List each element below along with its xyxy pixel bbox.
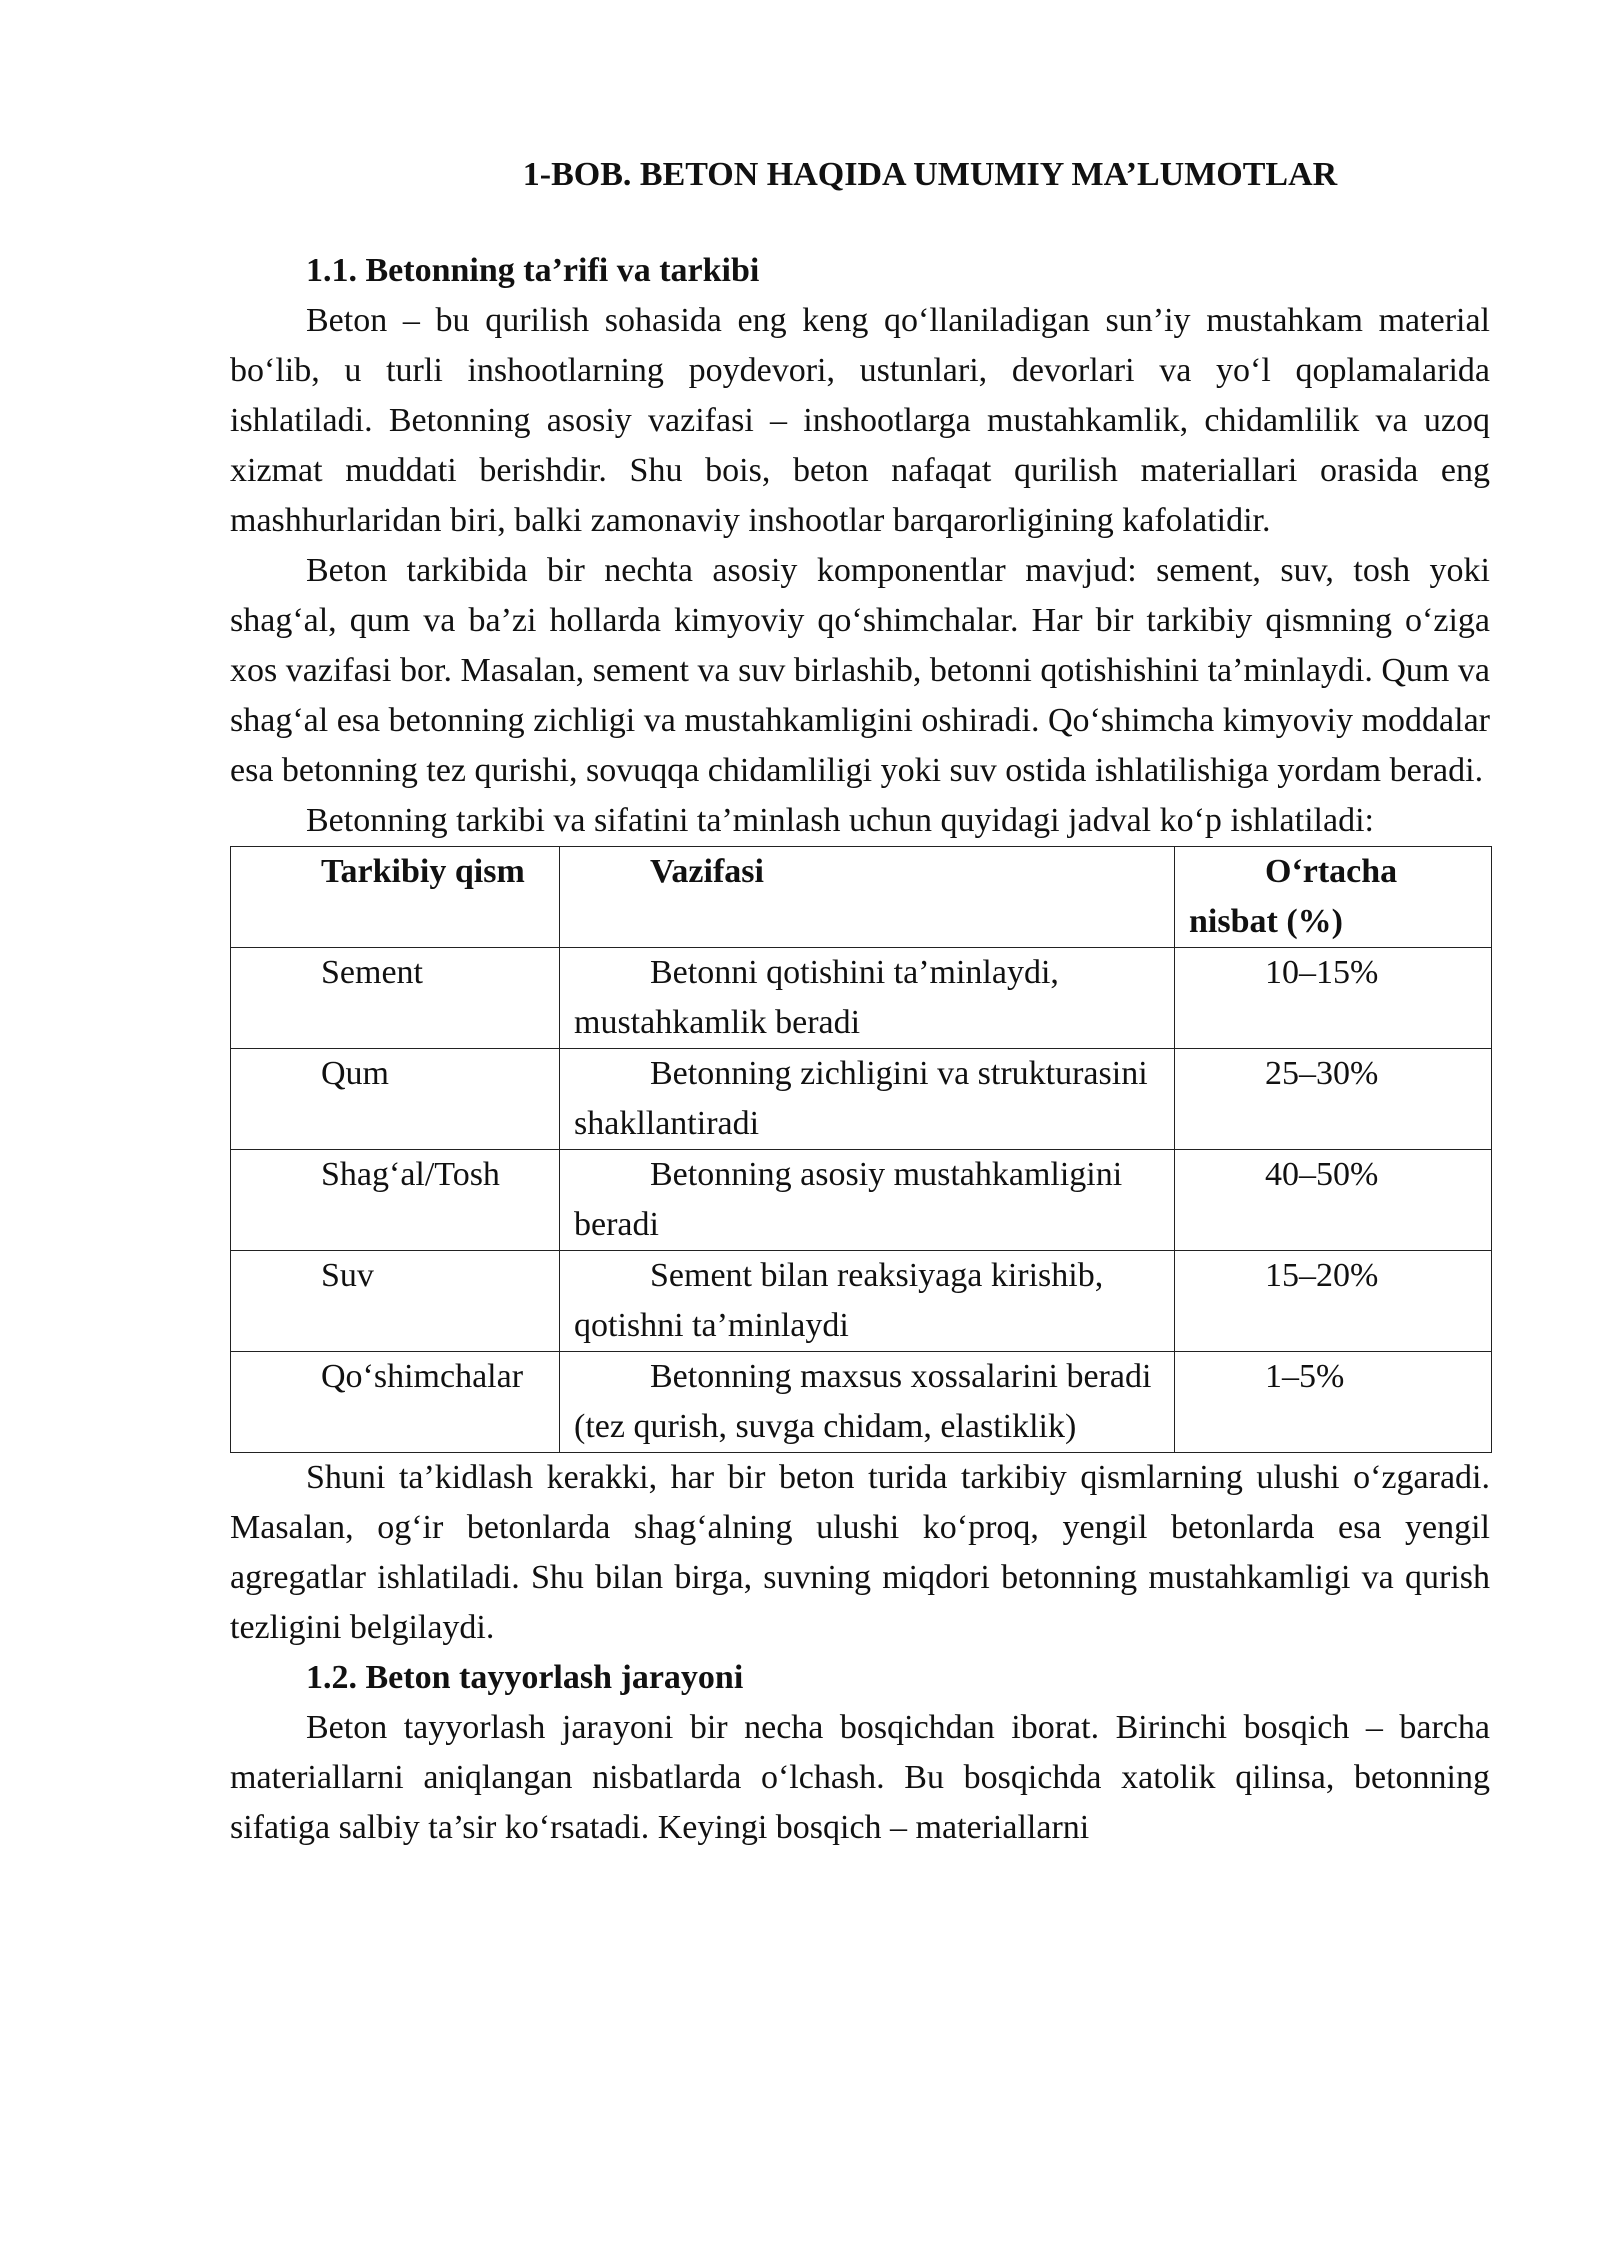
table-row [231, 1049, 1492, 1150]
table-cell: Betonning zichligini va strukturasini shakllantiradi [560, 1049, 1175, 1150]
table-row [231, 1150, 1492, 1251]
table-row [231, 1251, 1492, 1352]
table-cell: Suv [231, 1251, 560, 1352]
section-heading-1-2: 1.2. Beton tayyorlash jarayoni [306, 1659, 744, 1696]
paragraph: Shuni ta’kidlash kerakki, har bir beton turida tarkibiy qismlarning ulushi o‘zgaradi. Masalan, og‘ir betonlarda shag‘alning ulushi ko‘proq, yengil betonlarda esa yengil agregatlar ishlatiladi. Shu bilan birga, suvning miqdori betonning mustahkamligi va qurish tezligini belgilaydi. [230, 1459, 1490, 1646]
table-cell: Betonning maxsus xossalarini beradi (tez qurish, suvga chidam, elastiklik) [560, 1352, 1175, 1453]
table-header-row [231, 847, 1492, 948]
table-cell: Shag‘al/Tosh [231, 1150, 560, 1251]
table-row [231, 948, 1492, 1049]
table-cell: 15–20% [1175, 1251, 1492, 1352]
document-page [230, 150, 1490, 1853]
section-heading-1-1: 1.1. Betonning ta’rifi va tarkibi [306, 252, 760, 289]
table-cell: 1–5% [1175, 1352, 1492, 1453]
table-header-cell: Vazifasi [560, 847, 1175, 948]
paragraph: Beton tayyorlash jarayoni bir necha bosqichdan iborat. Birinchi bosqich – barcha materiallarni aniqlangan nisbatlarda o‘lchash. Bu bosqichda xatolik qilinsa, betonning sifatiga salbiy ta’sir ko‘rsatadi. Keyingi bosqich – materiallarni [230, 1709, 1490, 1846]
paragraph: Beton tarkibida bir nechta asosiy komponentlar mavjud: sement, suv, tosh yoki shag‘al, qum va ba’zi hollarda kimyoviy qo‘shimchalar. Har bir tarkibiy qismning o‘ziga xos vazifasi bor. Masalan, sement va suv birlashib, betonni qotishishini ta’minlaydi. Qum va shag‘al esa betonning zichligi va mustahkamligini oshiradi. Qo‘shimcha kimyoviy moddalar esa betonning tez qurishi, sovuqqa chidamliligi yoki suv ostida ishlatilishiga yordam beradi. [230, 552, 1490, 789]
table-cell: 40–50% [1175, 1150, 1492, 1251]
table-cell: Sement [231, 948, 560, 1049]
table-cell: Betonni qotishini ta’minlaydi, mustahkamlik beradi [560, 948, 1175, 1049]
table-cell: Betonning asosiy mustahkamligini beradi [560, 1150, 1175, 1251]
table-cell: Sement bilan reaksiyaga kirishib, qotishni ta’minlaydi [560, 1251, 1175, 1352]
table-cell: Qum [231, 1049, 560, 1150]
table-header-cell: Tarkibiy qism [231, 847, 560, 948]
table-row [231, 1352, 1492, 1453]
table-cell: Qo‘shimchalar [231, 1352, 560, 1453]
table-cell: 10–15% [1175, 948, 1492, 1049]
paragraph: Beton – bu qurilish sohasida eng keng qo‘llaniladigan sun’iy mustahkam material bo‘lib, u turli inshootlarning poydevori, ustunlari, devorlari va yo‘l qoplamalarida ishlatiladi. Betonning asosiy vazifasi – inshootlarga mustahkamlik, chidamlilik va uzoq xizmat muddati berishdir. Shu bois, beton nafaqat qurilish materiallari orasida eng mashhurlaridan biri, balki zamonaviy inshootlar barqarorligining kafolatidir. [230, 302, 1490, 539]
paragraph: Betonning tarkibi va sifatini ta’minlash uchun quyidagi jadval ko‘p ishlatiladi: [306, 802, 1374, 839]
chapter-title: 1-BOB. BETON HAQIDA UMUMIY MA’LUMOTLAR [522, 156, 1338, 193]
composition-table [230, 846, 1492, 1453]
table-header-cell: O‘rtacha nisbat (%) [1175, 847, 1492, 948]
table-cell: 25–30% [1175, 1049, 1492, 1150]
